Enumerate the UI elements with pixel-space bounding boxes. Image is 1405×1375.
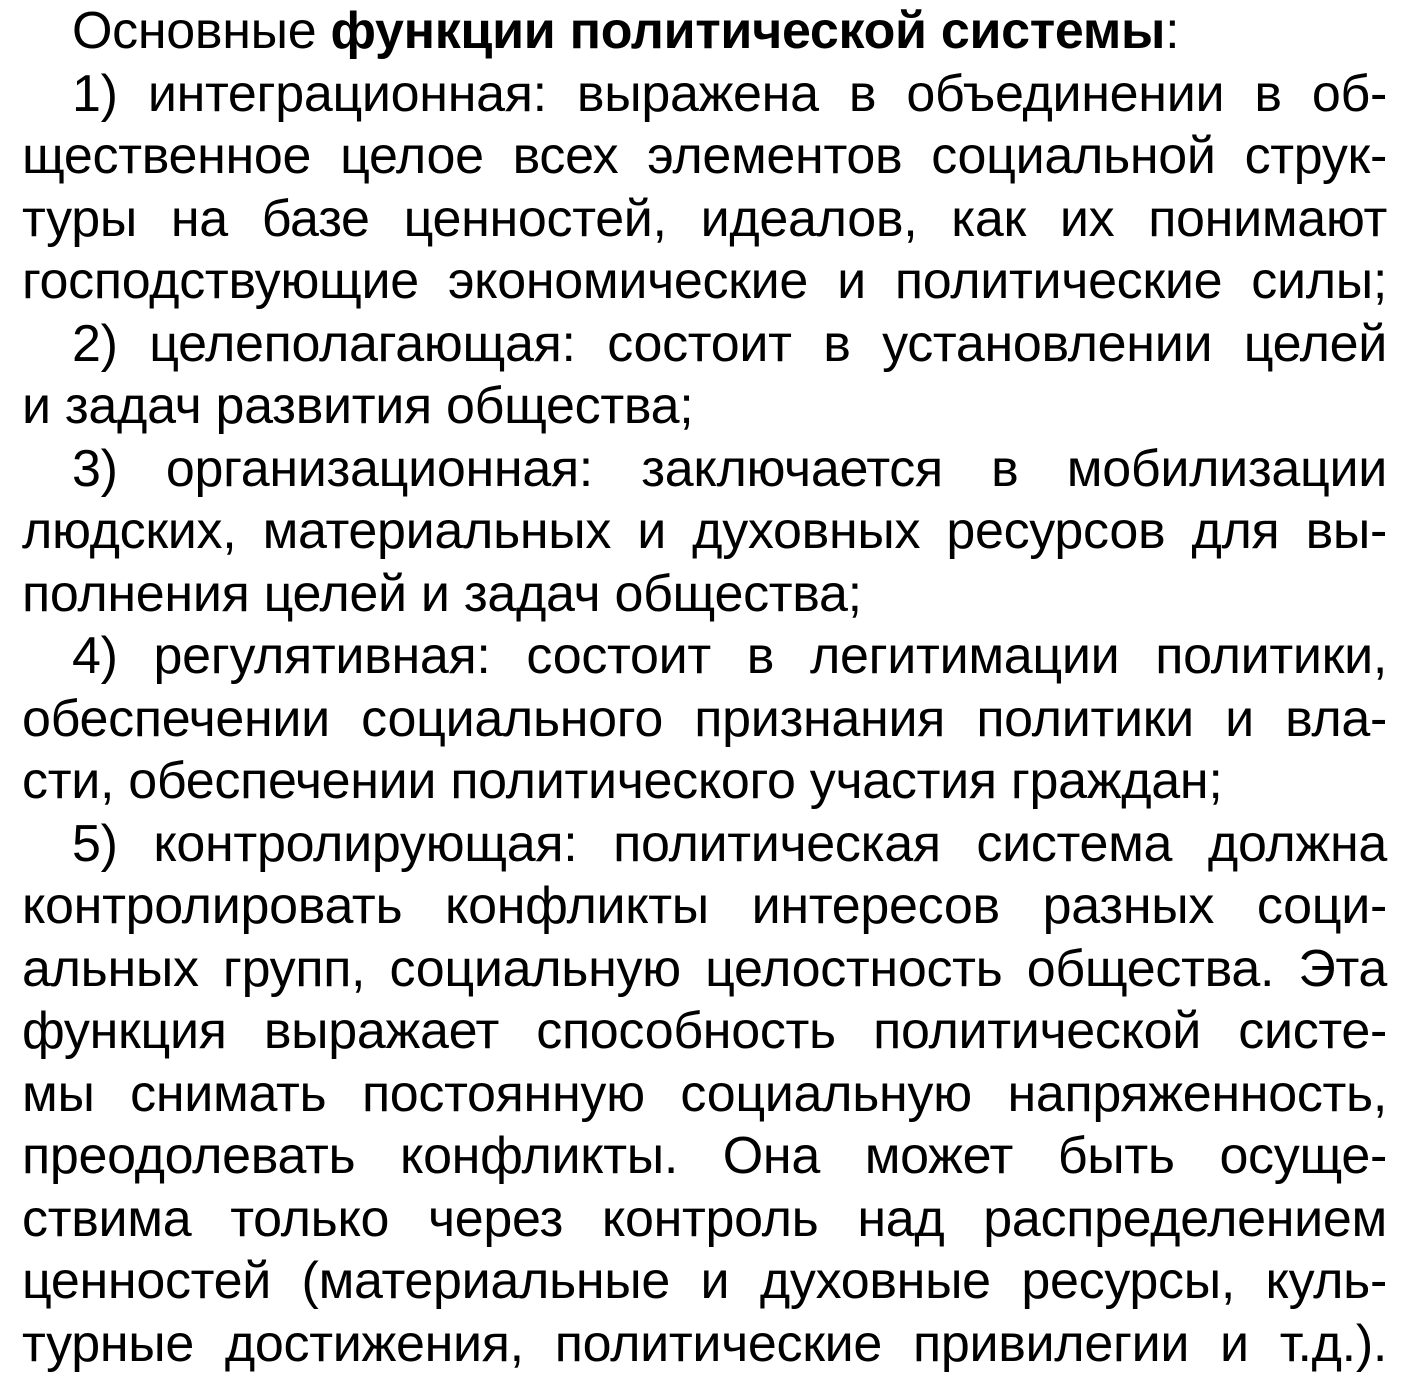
- text-line: ствима только через контроль над распределением: [22, 1188, 1387, 1251]
- text-line: контролировать конфликты интересов разных соци-: [22, 875, 1387, 938]
- text-line: турные достижения, политические привилегии и т.д.).: [22, 1313, 1387, 1375]
- text-line: щественное целое всех элементов социальной струк-: [22, 125, 1387, 188]
- title-suffix: :: [1165, 2, 1179, 60]
- text-line: 3) организационная: заключается в мобилизации: [22, 438, 1387, 501]
- text-line: 4) регулятивная: состоит в легитимации политики,: [22, 625, 1387, 688]
- text-line: туры на базе ценностей, идеалов, как их понимают: [22, 188, 1387, 251]
- text-line: полнения целей и задач общества;: [22, 563, 1387, 626]
- text-line: сти, обеспечении политического участия граждан;: [22, 750, 1387, 813]
- text-line: 2) целеполагающая: состоит в установлении целей: [22, 313, 1387, 376]
- text-line: людских, материальных и духовных ресурсов для вы-: [22, 500, 1387, 563]
- text-line: обеспечении социального признания политики и вла-: [22, 688, 1387, 751]
- document-title: [22, 0, 1387, 63]
- text-line: и задач развития общества;: [22, 375, 1387, 438]
- text-line: функция выражает способность политической систе-: [22, 1000, 1387, 1063]
- text-line: альных групп, социальную целостность общества. Эта: [22, 938, 1387, 1001]
- text-line: преодолевать конфликты. Она может быть осуще-: [22, 1125, 1387, 1188]
- title-prefix: Основные: [72, 2, 330, 60]
- title-bold: функции политической системы: [330, 2, 1165, 60]
- text-line: мы снимать постоянную социальную напряженность,: [22, 1063, 1387, 1126]
- text-line: ценностей (материальные и духовные ресурсы, куль-: [22, 1250, 1387, 1313]
- text-line: господствующие экономические и политические силы;: [22, 250, 1387, 313]
- text-line: 5) контролирующая: политическая система должна: [22, 813, 1387, 876]
- text-line: 1) интеграционная: выражена в объединении в об-: [22, 63, 1387, 126]
